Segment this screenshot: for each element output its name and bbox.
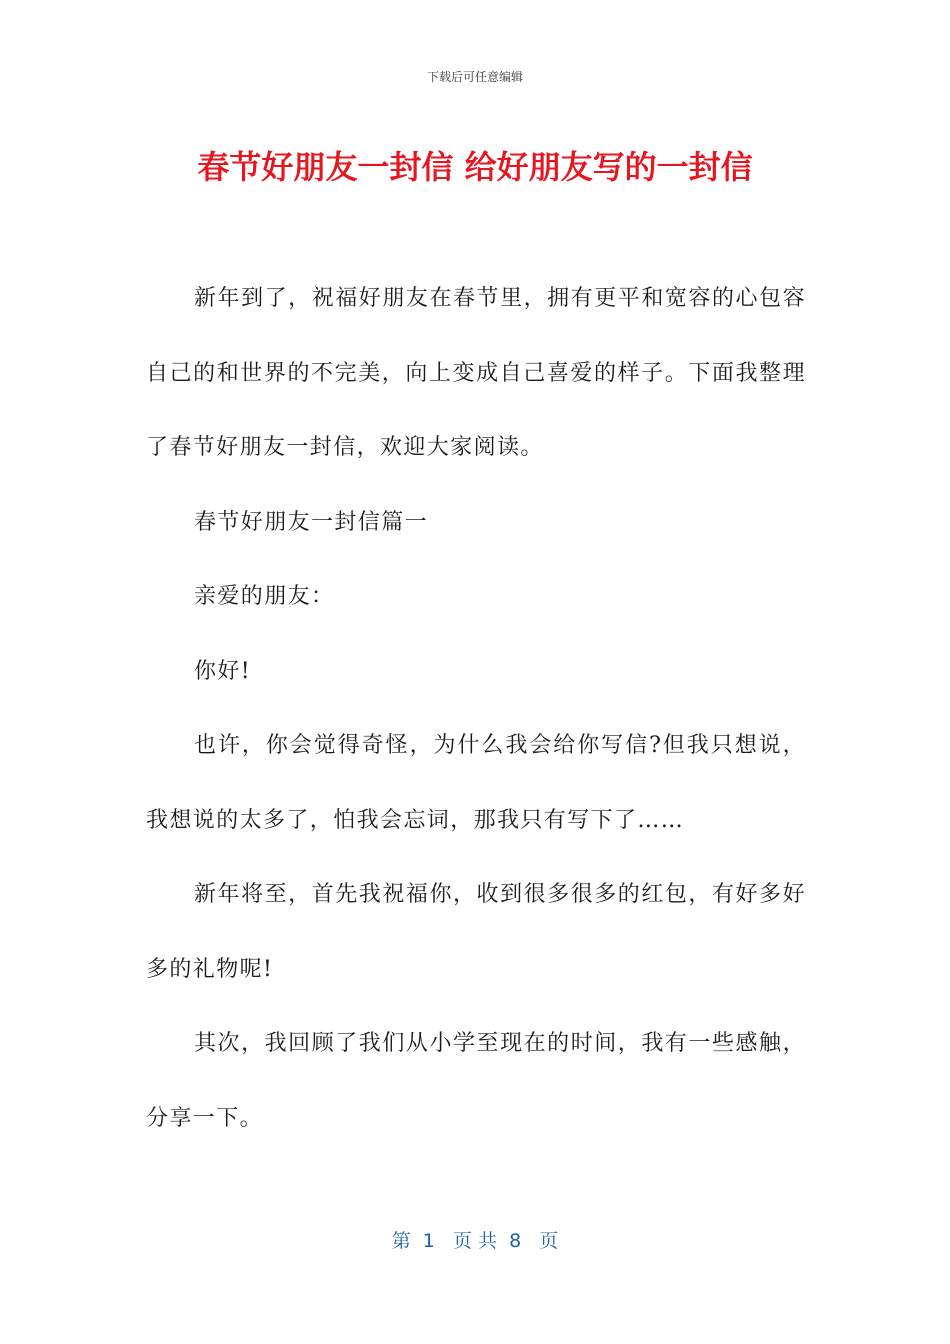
- paragraph-body-2: 新年将至，首先我祝福你，收到很多很多的红包，有好多好多的礼物呢!: [146, 882, 806, 982]
- paragraph-salutation: 亲爱的朋友：: [194, 584, 335, 609]
- paragraph-body-1: 也许，你会觉得奇怪，为什么我会给你写信?但我只想说，我想说的太多了，怕我会忘词，那我只有写下了……: [146, 733, 806, 833]
- paragraph-body-3: 其次，我回顾了我们从小学至现在的时间，我有一些感触，分享一下。: [146, 1031, 806, 1131]
- document-title: 春节好朋友一封信 给好朋友写的一封信: [197, 148, 753, 186]
- page-number-footer: 第 1 页 共 8 页: [391, 1230, 559, 1252]
- paragraph-greeting: 你好!: [194, 658, 252, 684]
- paragraph-intro: 新年到了，祝福好朋友在春节里，拥有更平和宽容的心包容自己的和世界的不完美，向上变成自己喜爱的样子。下面我整理了春节好朋友一封信，欢迎大家阅读。: [146, 286, 806, 460]
- paragraph-section-heading: 春节好朋友一封信篇一: [194, 509, 429, 535]
- document-body: [146, 262, 806, 1156]
- header-note: 下载后可任意编辑: [426, 70, 523, 84]
